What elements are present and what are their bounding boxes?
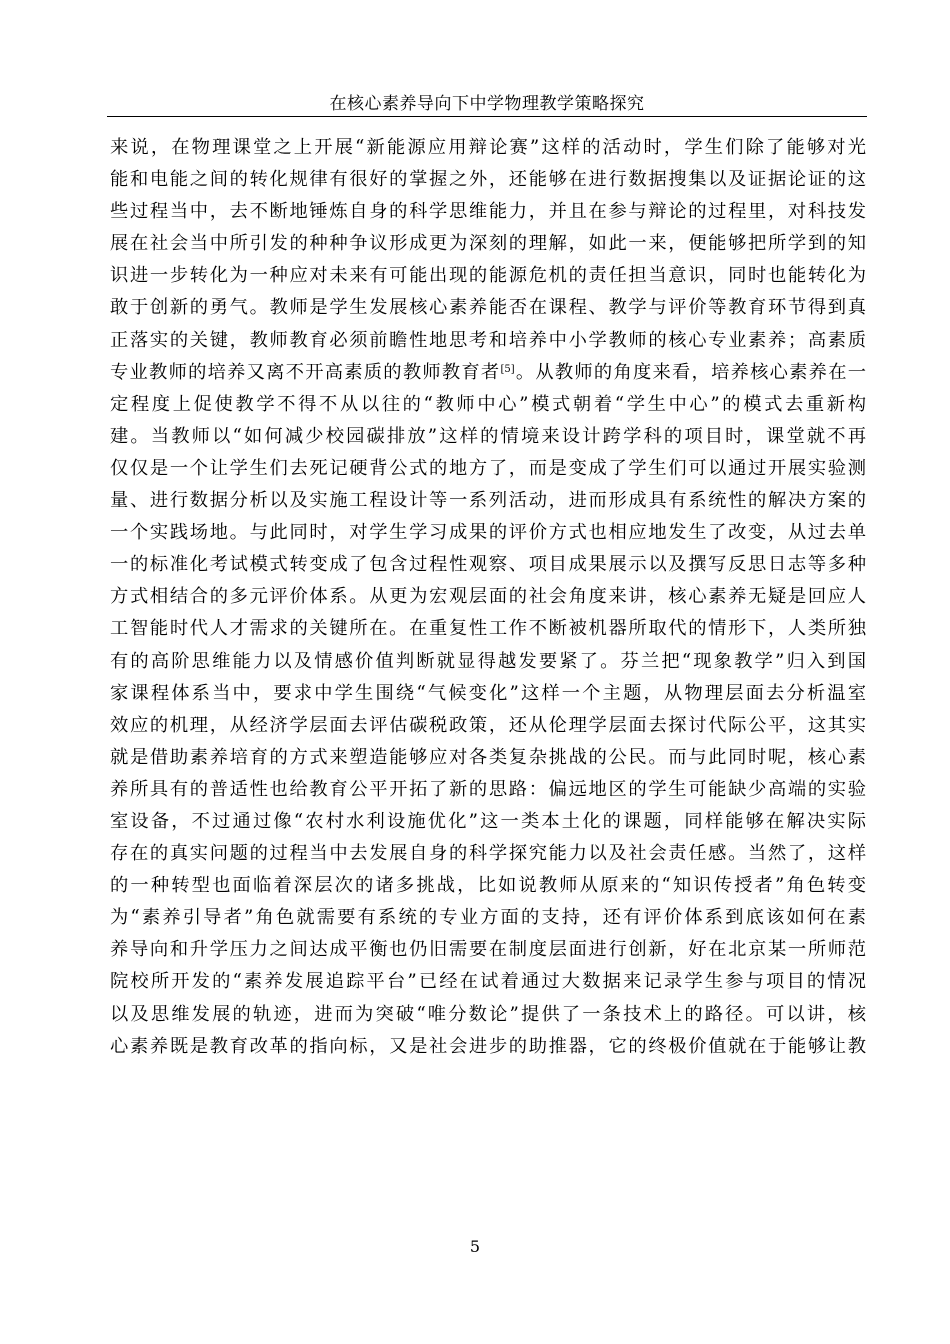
- text-line: 识进一步转化为一种应对未来有可能出现的能源危机的责任担当意识，同时也能转化为: [110, 265, 866, 287]
- text-line: 量、进行数据分析以及实施工程设计等一系列活动，进而形成具有系统性的解决方案的: [110, 490, 866, 512]
- body-text: [110, 132, 866, 1063]
- text-line: 敢于创新的勇气。教师是学生发展核心素养能否在课程、教学与评价等教育环节得到真: [110, 297, 866, 319]
- text-line: 工智能时代人才需求的关键所在。在重复性工作不断被机器所取代的情形下，人类所独: [110, 618, 866, 640]
- page-number: 5: [469, 1237, 481, 1256]
- text-line: 方式相结合的多元评价体系。从更为宏观层面的社会角度来讲，核心素养无疑是回应人: [110, 586, 866, 608]
- text-line: 养导向和升学压力之间达成平衡也仍旧需要在制度层面进行创新，好在北京某一所师范: [110, 939, 866, 961]
- text-line: 心素养既是教育改革的指向标，又是社会进步的助推器，它的终极价值就在于能够让教: [110, 1035, 866, 1057]
- header-rule: [107, 116, 867, 117]
- running-header-title: 在核心素养导向下中学物理教学策略探究: [329, 94, 645, 114]
- text-line: 来说，在物理课堂之上开展“新能源应用辩论赛”这样的活动时，学生们除了能够对光: [110, 137, 866, 158]
- text-line: 养所具有的普适性也给教育公平开拓了新的思路：偏远地区的学生可能缺少高端的实验: [110, 778, 866, 800]
- citation-reference: [5]: [500, 363, 515, 375]
- text-line: 定程度上促使教学不得不从以往的“教师中心”模式朝着“学生中心”的模式去重新构: [110, 393, 866, 415]
- text-line: 效应的机理，从经济学层面去评估碳税政策，还从伦理学层面去探讨代际公平，这其实: [110, 714, 866, 736]
- text-line: 家课程体系当中，要求中学生围绕“气候变化”这样一个主题，从物理层面去分析温室: [110, 682, 866, 704]
- text-line: 的一种转型也面临着深层次的诸多挑战，比如说教师从原来的“知识传授者”角色转变: [110, 875, 866, 897]
- text-line: 室设备，不过通过像“农村水利设施优化”这一类本土化的课题，同样能够在解决实际: [110, 810, 866, 832]
- text-segment: 。从教师的角度来看，培养核心素养在一: [514, 361, 867, 383]
- text-line: 一的标准化考试模式转变成了包含过程性观察、项目成果展示以及撰写反思日志等多种: [110, 554, 866, 576]
- text-line: 院校所开发的“素养发展追踪平台”已经在试着通过大数据来记录学生参与项目的情况: [110, 971, 866, 993]
- text-line: 以及思维发展的轨迹，进而为突破“唯分数论”提供了一条技术上的路径。可以讲，核: [110, 1003, 866, 1025]
- text-line-with-citation: [110, 357, 866, 389]
- text-line: 能和电能之间的转化规律有很好的掌握之外，还能够在进行数据搜集以及证据论证的这: [110, 169, 866, 191]
- text-line: 为“素养引导者”角色就需要有系统的专业方面的支持，还有评价体系到底该如何在素: [110, 907, 866, 929]
- text-segment: 专业教师的培养又离不开高素质的教师教育者: [110, 361, 501, 383]
- text-line: 存在的真实问题的过程当中去发展自身的科学探究能力以及社会责任感。当然了，这样: [110, 843, 866, 865]
- text-line: 仅仅是一个让学生们去死记硬背公式的地方了，而是变成了学生们可以通过开展实验测: [110, 457, 866, 479]
- text-line: 些过程当中，去不断地锤炼自身的科学思维能力，并且在参与辩论的过程里，对科技发: [110, 201, 866, 223]
- text-line: 正落实的关键，教师教育必须前瞻性地思考和培养中小学教师的核心专业素养；高素质: [110, 329, 866, 351]
- text-line: 展在社会当中所引发的种种争议形成更为深刻的理解，如此一来，便能够把所学到的知: [110, 233, 866, 255]
- text-line: 有的高阶思维能力以及情感价值判断就显得越发要紧了。芬兰把“现象教学”归入到国: [110, 650, 866, 672]
- text-line: 一个实践场地。与此同时，对学生学习成果的评价方式也相应地发生了改变，从过去单: [110, 522, 866, 544]
- text-line: 建。当教师以“如何减少校园碳排放”这样的情境来设计跨学科的项目时，课堂就不再: [110, 425, 866, 447]
- text-line: 就是借助素养培育的方式来塑造能够应对各类复杂挑战的公民。而与此同时呢，核心素: [110, 746, 866, 768]
